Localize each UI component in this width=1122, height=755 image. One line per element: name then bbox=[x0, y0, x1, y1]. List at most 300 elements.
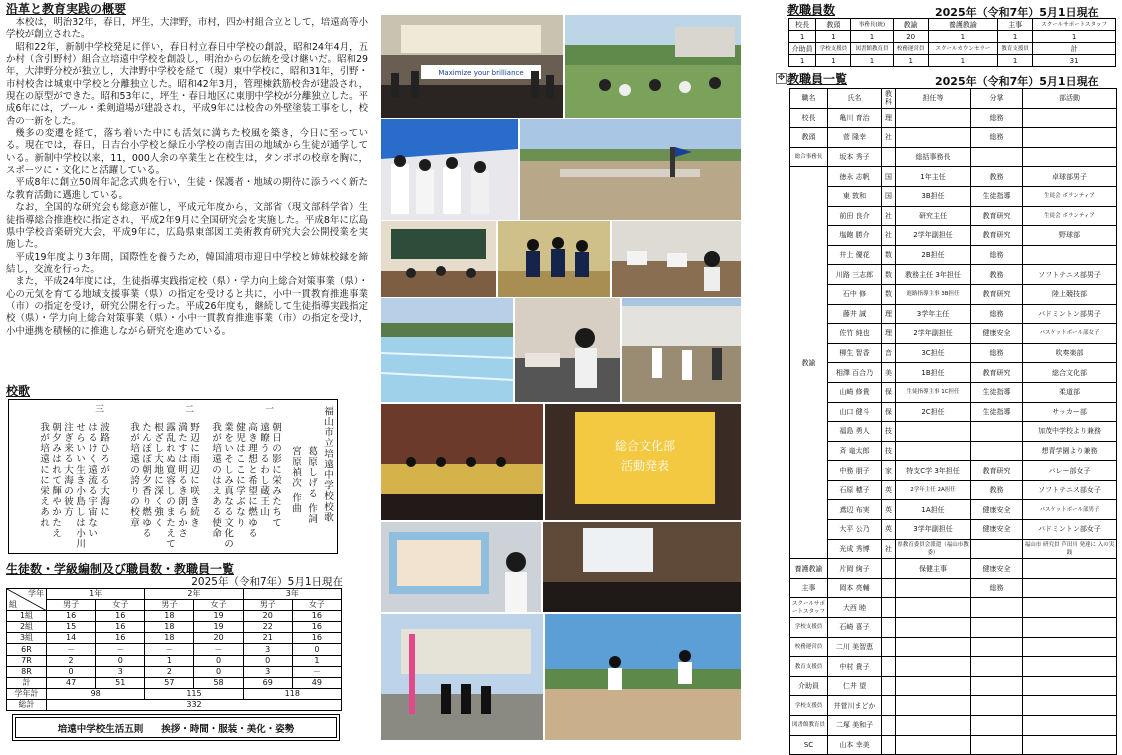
count-label: 教頭 bbox=[816, 19, 851, 31]
table-row bbox=[7, 611, 342, 622]
staff-duty: 総務 bbox=[971, 343, 1023, 363]
staff-club: バレー部女子 bbox=[1023, 461, 1117, 481]
photo-field-activity bbox=[565, 15, 741, 118]
staff-club: サッカー部 bbox=[1023, 402, 1117, 422]
table-row bbox=[790, 598, 1117, 618]
staff-club: 吹奏楽部 bbox=[1023, 343, 1117, 363]
staff-subj: 国 bbox=[882, 186, 896, 206]
table-cell: － bbox=[194, 644, 243, 655]
table-row bbox=[7, 677, 342, 688]
row-label: 3組 bbox=[7, 633, 47, 644]
table-cell: － bbox=[96, 644, 145, 655]
table-row bbox=[7, 633, 342, 644]
table-row bbox=[790, 402, 1117, 422]
staff-homeroom bbox=[896, 618, 971, 638]
staff-club bbox=[1023, 128, 1117, 148]
table-cell: 22 bbox=[243, 622, 292, 633]
lyric-line: 業をいそしみ真なる文化の bbox=[222, 422, 233, 550]
table-row bbox=[789, 55, 1116, 67]
table-row bbox=[7, 644, 342, 655]
staff-list-table bbox=[789, 88, 1117, 755]
staff-duty bbox=[971, 657, 1023, 677]
staff-duty: 総務 bbox=[971, 128, 1023, 148]
staff-duty bbox=[971, 696, 1023, 716]
table-row bbox=[789, 19, 1116, 31]
lyric-line: 高き理想と希望に燃ゆる bbox=[246, 422, 257, 539]
table-cell: 15 bbox=[47, 622, 96, 633]
staff-homeroom: 研究主任 bbox=[896, 206, 971, 226]
photo-auditorium bbox=[543, 522, 741, 612]
staff-subj bbox=[882, 578, 896, 598]
table-cell: 0 bbox=[292, 644, 341, 655]
column-header: 教科 bbox=[882, 89, 896, 109]
auditorium-image bbox=[543, 522, 741, 612]
staff-role: 学校支援員 bbox=[790, 618, 828, 638]
staff-count-title: 教職員数 bbox=[787, 3, 836, 17]
staff-role-group: 教諭 bbox=[790, 167, 828, 559]
table-row bbox=[790, 167, 1117, 187]
staff-homeroom: 2学年主任 2A担任 bbox=[896, 480, 971, 500]
lyric-line: 注ぎ来る大海の彼方 bbox=[62, 422, 73, 518]
photo-presentation-screen bbox=[545, 404, 741, 520]
staff-club: 総合文化部 bbox=[1023, 363, 1117, 383]
staff-subj: 技 bbox=[882, 441, 896, 461]
staff-homeroom: 2学年副担任 bbox=[896, 324, 971, 344]
photo-classroom-2 bbox=[612, 221, 741, 297]
staff-name: 仁井 望 bbox=[828, 676, 882, 696]
staff-duty bbox=[971, 716, 1023, 736]
count-label: 教諭 bbox=[893, 19, 928, 31]
staff-club bbox=[1023, 696, 1117, 716]
staff-duty: 健康安全 bbox=[971, 324, 1023, 344]
staff-homeroom bbox=[896, 441, 971, 461]
count-value: 20 bbox=[893, 31, 928, 43]
gender-header: 男子 bbox=[47, 600, 96, 611]
staff-role: 校務運営員 bbox=[790, 637, 828, 657]
staff-name: 大西 睦 bbox=[828, 598, 882, 618]
staff-role: 教頭 bbox=[790, 128, 828, 148]
table-row bbox=[790, 147, 1117, 167]
staff-homeroom bbox=[896, 637, 971, 657]
entrance-image bbox=[381, 614, 543, 740]
motto-box bbox=[12, 714, 340, 741]
history-paragraph: なお，全国的な研究会も総意が催し，平成元年度から，文部省（現文部科学省）生徒指導総合推進校に指定され，平成2年9月に全国研究会を実施した。平成8年に広島県中学校音楽研究大会，平成9年に，広島県東部図工美術教育研究大会公開授業を実施した。 bbox=[6, 202, 368, 251]
corner-label-bottom: 組 bbox=[9, 600, 17, 610]
count-label: 計 bbox=[1033, 43, 1116, 55]
table-row bbox=[790, 578, 1117, 598]
song-title: 校歌 bbox=[6, 384, 31, 398]
staff-duty: 総務 bbox=[971, 245, 1023, 265]
staff-subj bbox=[882, 676, 896, 696]
staff-duty: 教育研究 bbox=[971, 363, 1023, 383]
table-cell: 58 bbox=[194, 677, 243, 688]
table-row bbox=[790, 363, 1117, 383]
staff-name: 山本 幸美 bbox=[828, 735, 882, 755]
lyric-line: 波路ひろがる大海に bbox=[98, 422, 109, 518]
count-value: 1 bbox=[789, 55, 816, 67]
table-cell: － bbox=[292, 666, 341, 677]
staff-role: 主事 bbox=[790, 578, 828, 598]
staff-club bbox=[1023, 716, 1117, 736]
photo-schoolyard bbox=[622, 298, 741, 402]
photo-pool bbox=[381, 298, 513, 402]
staff-name: 福島 勇人 bbox=[828, 422, 882, 442]
staff-club bbox=[1023, 108, 1117, 128]
grand-total-label: 総計 bbox=[7, 699, 47, 710]
photo-race bbox=[545, 614, 741, 740]
history-paragraph: 本校は，明治32年，春日，坪生，大津野，市村，四か村組合立として，培遠高等小学校が創立された。 bbox=[6, 17, 368, 41]
lyric-line: 我が培遠のはえある使命 bbox=[210, 422, 221, 539]
table-row bbox=[790, 539, 1117, 559]
staff-homeroom: 2B担任 bbox=[896, 245, 971, 265]
table-cell: 3 bbox=[243, 666, 292, 677]
photo-classroom-1 bbox=[381, 221, 496, 297]
staff-subj: 保 bbox=[882, 402, 896, 422]
staff-homeroom: 3B担任 bbox=[896, 186, 971, 206]
staff-club: バスケットボール部男子 bbox=[1023, 500, 1117, 520]
staff-duty: 健康安全 bbox=[971, 520, 1023, 540]
photo-entrance bbox=[381, 614, 543, 740]
column-header: 部活動 bbox=[1023, 89, 1117, 109]
staff-duty: 健康安全 bbox=[971, 500, 1023, 520]
staff-homeroom: 1B担任 bbox=[896, 363, 971, 383]
staff-subj: 数 bbox=[882, 245, 896, 265]
table-cell: 57 bbox=[145, 677, 194, 688]
grand-total: 332 bbox=[47, 699, 342, 710]
lyric-line: 朝夕みはれて輝やかたえ bbox=[50, 422, 61, 539]
staff-subj: 社 bbox=[882, 226, 896, 246]
staff-role: SC bbox=[790, 735, 828, 755]
staff-subj: 英 bbox=[882, 500, 896, 520]
verse-number: 三 bbox=[95, 405, 105, 415]
count-value: 1 bbox=[893, 55, 928, 67]
table-corner-cell bbox=[7, 589, 47, 611]
table-cell: － bbox=[47, 644, 96, 655]
table-cell: 2 bbox=[145, 666, 194, 677]
table-row bbox=[7, 699, 342, 710]
staff-name: 菅 隆幸 bbox=[828, 128, 882, 148]
table-cell: 0 bbox=[194, 666, 243, 677]
staff-club: 野球部 bbox=[1023, 226, 1117, 246]
count-label: 主事 bbox=[997, 19, 1032, 31]
table-row bbox=[790, 637, 1117, 657]
table-row bbox=[790, 108, 1117, 128]
staff-name: 坂本 秀子 bbox=[828, 147, 882, 167]
table-cell: 1 bbox=[145, 655, 194, 666]
table-row bbox=[790, 206, 1117, 226]
staff-subj: 美 bbox=[882, 363, 896, 383]
table-row bbox=[790, 245, 1117, 265]
row-label: 2組 bbox=[7, 622, 47, 633]
staff-name: 井菅川まどか bbox=[828, 696, 882, 716]
staff-name: 二塚 美和子 bbox=[828, 716, 882, 736]
staff-homeroom: 2学年副担任 bbox=[896, 226, 971, 246]
staff-subj: 家 bbox=[882, 461, 896, 481]
staff-duty: 教育研究 bbox=[971, 461, 1023, 481]
staff-club: 柔道部 bbox=[1023, 382, 1117, 402]
staff-duty: 教務 bbox=[971, 167, 1023, 187]
staff-club bbox=[1023, 245, 1117, 265]
song-heading: 福山市立培遠中学校校歌 bbox=[322, 406, 333, 523]
table-cell: 1 bbox=[292, 655, 341, 666]
staff-duty: 総務 bbox=[971, 108, 1023, 128]
count-label: 学校支援員 bbox=[816, 43, 851, 55]
staff-duty bbox=[971, 676, 1023, 696]
corner-label-top: 学年 bbox=[28, 589, 44, 598]
staff-club: 生徒会 ボランティア bbox=[1023, 186, 1117, 206]
count-value: 1 bbox=[816, 31, 851, 43]
count-value: 1 bbox=[851, 55, 893, 67]
staff-subj: 数 bbox=[882, 265, 896, 285]
table-row bbox=[790, 696, 1117, 716]
column-header: 分掌 bbox=[971, 89, 1023, 109]
staff-name: 斉 竜太郎 bbox=[828, 441, 882, 461]
grade-header: 1年 bbox=[47, 589, 145, 600]
screen-image bbox=[545, 404, 741, 520]
photo-ceremony-stage bbox=[381, 15, 563, 118]
table-cell: 69 bbox=[243, 677, 292, 688]
count-label: 介助員 bbox=[789, 43, 816, 55]
staff-list-title: 教職員一覧 bbox=[787, 72, 848, 86]
lyric-line: 我が培遠の誇りの校章 bbox=[128, 422, 139, 528]
staff-name: 柳生 智香 bbox=[828, 343, 882, 363]
staff-club bbox=[1023, 147, 1117, 167]
staff-homeroom bbox=[896, 578, 971, 598]
table-cell: 14 bbox=[47, 633, 96, 644]
staff-subj: 英 bbox=[882, 520, 896, 540]
staff-club: 卓球部男子 bbox=[1023, 167, 1117, 187]
table-cell: 49 bbox=[292, 677, 341, 688]
table-row bbox=[790, 441, 1117, 461]
staff-subj bbox=[882, 735, 896, 755]
staff-name: 中村 貴子 bbox=[828, 657, 882, 677]
column-header: 担任等 bbox=[896, 89, 971, 109]
staff-homeroom bbox=[896, 598, 971, 618]
staff-duty bbox=[971, 598, 1023, 618]
song-composer: 宮原禎次 作曲 bbox=[290, 446, 301, 514]
staff-club bbox=[1023, 637, 1117, 657]
table-cell: 16 bbox=[292, 633, 341, 644]
table-row bbox=[790, 520, 1117, 540]
grade-header: 3年 bbox=[243, 589, 341, 600]
concert-image bbox=[381, 404, 543, 520]
table-row bbox=[790, 284, 1117, 304]
staff-role: 養護教諭 bbox=[790, 559, 828, 579]
table-cell: 18 bbox=[145, 611, 194, 622]
table-row bbox=[789, 31, 1116, 43]
history-paragraph: 平成19年度より3年間，国際性を養うため，韓国浦項市迎日中学校と姉妹校縁を締結し，交流を行った。 bbox=[6, 251, 368, 275]
staff-subj bbox=[882, 559, 896, 579]
staff-club: バドミントン部男子 bbox=[1023, 304, 1117, 324]
staff-duty: 生徒指導 bbox=[971, 382, 1023, 402]
staff-club bbox=[1023, 618, 1117, 638]
history-paragraph: 幾多の変遷を経て，落ち着いた中にも活気に満ちた校風を築き，今日に至っている。現在では，春日，日吉台小学校と緑丘小学校の南吉田の地域から生徒が通学している。新制中学校以来，11，000人余の卒業生と在校生は，タンポポの校章を胸に，スポーツに・文化にと活躍している。 bbox=[6, 128, 368, 177]
staff-homeroom bbox=[896, 735, 971, 755]
gender-header: 男子 bbox=[145, 600, 194, 611]
table-row bbox=[790, 343, 1117, 363]
table-row bbox=[7, 600, 342, 611]
table-row bbox=[7, 688, 342, 699]
staff-name: 塩飽 勝介 bbox=[828, 226, 882, 246]
staff-duty bbox=[971, 441, 1023, 461]
staff-duty: 教務 bbox=[971, 265, 1023, 285]
staff-count-date: 2025年（令和7年）5月1日現在 bbox=[935, 6, 1099, 19]
staff-role: 校長 bbox=[790, 108, 828, 128]
table-row bbox=[7, 622, 342, 633]
staff-duty: 総務 bbox=[971, 304, 1023, 324]
staff-name: 鳶辺 布実 bbox=[828, 500, 882, 520]
staff-duty bbox=[971, 147, 1023, 167]
staff-homeroom: 生徒指導主事 1C担任 bbox=[896, 382, 971, 402]
staff-subj bbox=[882, 598, 896, 618]
presenter-image bbox=[381, 522, 541, 612]
staff-role: スクールサポートスタッフ bbox=[790, 598, 828, 618]
table-row bbox=[789, 43, 1116, 55]
staff-count-table bbox=[788, 18, 1116, 67]
staff-subj: 国 bbox=[882, 167, 896, 187]
staff-list-date: 2025年（令和7年）5月1日現在 bbox=[935, 75, 1099, 88]
lyric-line: 朝日の影に栄みたちて bbox=[270, 422, 281, 528]
staff-subj: 社 bbox=[882, 539, 896, 559]
staff-homeroom: 1年主任 bbox=[896, 167, 971, 187]
classroom-image bbox=[381, 221, 496, 297]
staff-subj bbox=[882, 716, 896, 736]
staff-role: 介助員 bbox=[790, 676, 828, 696]
history-body bbox=[6, 17, 368, 369]
history-title: 沿革と教育実践の概要 bbox=[6, 2, 127, 16]
table-cell: 16 bbox=[47, 611, 96, 622]
grade-total: 115 bbox=[145, 688, 243, 699]
lyric-line: 遠瞭うるわし蔵王山 bbox=[258, 422, 269, 518]
staff-duty: 教育研究 bbox=[971, 206, 1023, 226]
history-paragraph: 昭和22年，新制中学校発足に伴い，春日村立春日中学校の創設，昭和24年4月，五か村（含引野村）組合立培遠中学校を創設し，明治からの伝統を受け継いだ。昭和29年，大津野分校が独立し，大津野中学校を経て（現）東中学校に，昭和31年，引野・市村校舎は城東中学校と分離独立した。昭和42年3月，管理棟鉄筋校舎が建設され，現在の原型ができた。昭和53年に，坪生・春日地区に東朋中学校が分離独立した。平成6年には，プール・柔剣道場が建設され，平成9年には校舎の外壁塗装工事をし，校舎の一新をした。 bbox=[6, 41, 368, 127]
staff-duty bbox=[971, 422, 1023, 442]
grade-total: 98 bbox=[47, 688, 145, 699]
staff-name: 山崎 修貴 bbox=[828, 382, 882, 402]
table-row bbox=[790, 186, 1117, 206]
staff-homeroom bbox=[896, 696, 971, 716]
table-row bbox=[790, 265, 1117, 285]
table-cell: 51 bbox=[96, 677, 145, 688]
staff-duty: 生徒指導 bbox=[971, 186, 1023, 206]
table-row bbox=[790, 128, 1117, 148]
count-value: 1 bbox=[816, 55, 851, 67]
table-cell: 0 bbox=[47, 666, 96, 677]
photo-sports-field bbox=[520, 119, 741, 220]
staff-name: 中務 朋子 bbox=[828, 461, 882, 481]
staff-role: 学校支援員 bbox=[790, 696, 828, 716]
table-row bbox=[790, 676, 1117, 696]
song-lyricist: 葛原しげる 作詞 bbox=[306, 446, 317, 525]
count-label: スクールカウンセラー bbox=[928, 43, 997, 55]
count-value: 31 bbox=[1033, 55, 1116, 67]
table-cell: 16 bbox=[292, 611, 341, 622]
staff-name: 石中 修 bbox=[828, 284, 882, 304]
field-image bbox=[565, 15, 741, 118]
table-row bbox=[790, 735, 1117, 755]
staff-club bbox=[1023, 735, 1117, 755]
gender-header: 女子 bbox=[194, 600, 243, 611]
sports-field-image bbox=[520, 119, 741, 220]
staff-subj bbox=[882, 618, 896, 638]
tent-image bbox=[381, 119, 518, 220]
staff-club: バドミントン部女子 bbox=[1023, 520, 1117, 540]
staff-subj: 社 bbox=[882, 206, 896, 226]
table-row bbox=[790, 226, 1117, 246]
move-handle-icon[interactable]: ✥ bbox=[777, 73, 786, 83]
table-cell: － bbox=[145, 644, 194, 655]
staff-name: 東 敦和 bbox=[828, 186, 882, 206]
staff-name: 佐竹 純也 bbox=[828, 324, 882, 344]
screen-text-2: 活動発表 bbox=[620, 459, 670, 473]
column-header: 氏名 bbox=[828, 89, 882, 109]
table-row bbox=[790, 500, 1117, 520]
row-label: 計 bbox=[7, 677, 47, 688]
staff-club: バスケットボール部女子 bbox=[1023, 324, 1117, 344]
staff-homeroom: 3C担任 bbox=[896, 343, 971, 363]
count-label: スクールサポートスタッフ bbox=[1033, 19, 1116, 31]
staff-name: 岡本 亮輔 bbox=[828, 578, 882, 598]
staff-duty bbox=[971, 637, 1023, 657]
gender-header: 男子 bbox=[243, 600, 292, 611]
staff-name: 藤井 誠 bbox=[828, 304, 882, 324]
table-cell: 0 bbox=[96, 655, 145, 666]
staff-homeroom: 県教育委員会派遣（福山市教委） bbox=[896, 539, 971, 559]
count-value: 1 bbox=[1033, 31, 1116, 43]
staff-duty: 健康安全 bbox=[971, 559, 1023, 579]
table-cell: 21 bbox=[243, 633, 292, 644]
staff-homeroom: 3学年副担任 bbox=[896, 520, 971, 540]
schoolyard-image bbox=[622, 298, 741, 402]
staff-homeroom bbox=[896, 676, 971, 696]
staff-homeroom: 進路指導主事 3B担任 bbox=[896, 284, 971, 304]
table-row bbox=[790, 657, 1117, 677]
staff-club: 陸上競技部 bbox=[1023, 284, 1117, 304]
staff-subj: 社 bbox=[882, 128, 896, 148]
staff-duty: 生徒指導 bbox=[971, 402, 1023, 422]
staff-name: 二川 美智恵 bbox=[828, 637, 882, 657]
banner-text: Maximize your brilliance bbox=[438, 69, 524, 77]
staff-club: ソフトテニス部女子 bbox=[1023, 480, 1117, 500]
classroom-image-2 bbox=[612, 221, 741, 297]
staff-subj: 理 bbox=[882, 108, 896, 128]
staff-homeroom bbox=[896, 657, 971, 677]
ceremony-image bbox=[381, 15, 563, 118]
staff-club bbox=[1023, 559, 1117, 579]
motto-label: 培遠中学校生活五則 bbox=[57, 723, 144, 735]
count-value: 1 bbox=[928, 31, 997, 43]
staff-homeroom: 3学年主任 bbox=[896, 304, 971, 324]
table-row bbox=[790, 480, 1117, 500]
grade-total-label: 学年計 bbox=[7, 688, 47, 699]
lyric-line: はるけく遠流る宇宙ない bbox=[86, 422, 97, 539]
photo-sports-tent bbox=[381, 119, 518, 220]
staff-name: 片岡 絢子 bbox=[828, 559, 882, 579]
verse-number: 二 bbox=[185, 405, 195, 415]
staff-subj bbox=[882, 637, 896, 657]
photo-volleyball bbox=[498, 221, 610, 297]
photo-student-presenter bbox=[381, 522, 541, 612]
row-label: 8R bbox=[7, 666, 47, 677]
staff-subj bbox=[882, 147, 896, 167]
table-row bbox=[790, 324, 1117, 344]
staff-name: 山口 健斗 bbox=[828, 402, 882, 422]
table-row bbox=[7, 589, 342, 600]
count-label: 校長 bbox=[789, 19, 816, 31]
staff-subj: 技 bbox=[882, 422, 896, 442]
staff-name: 光成 秀博 bbox=[828, 539, 882, 559]
staff-club bbox=[1023, 578, 1117, 598]
